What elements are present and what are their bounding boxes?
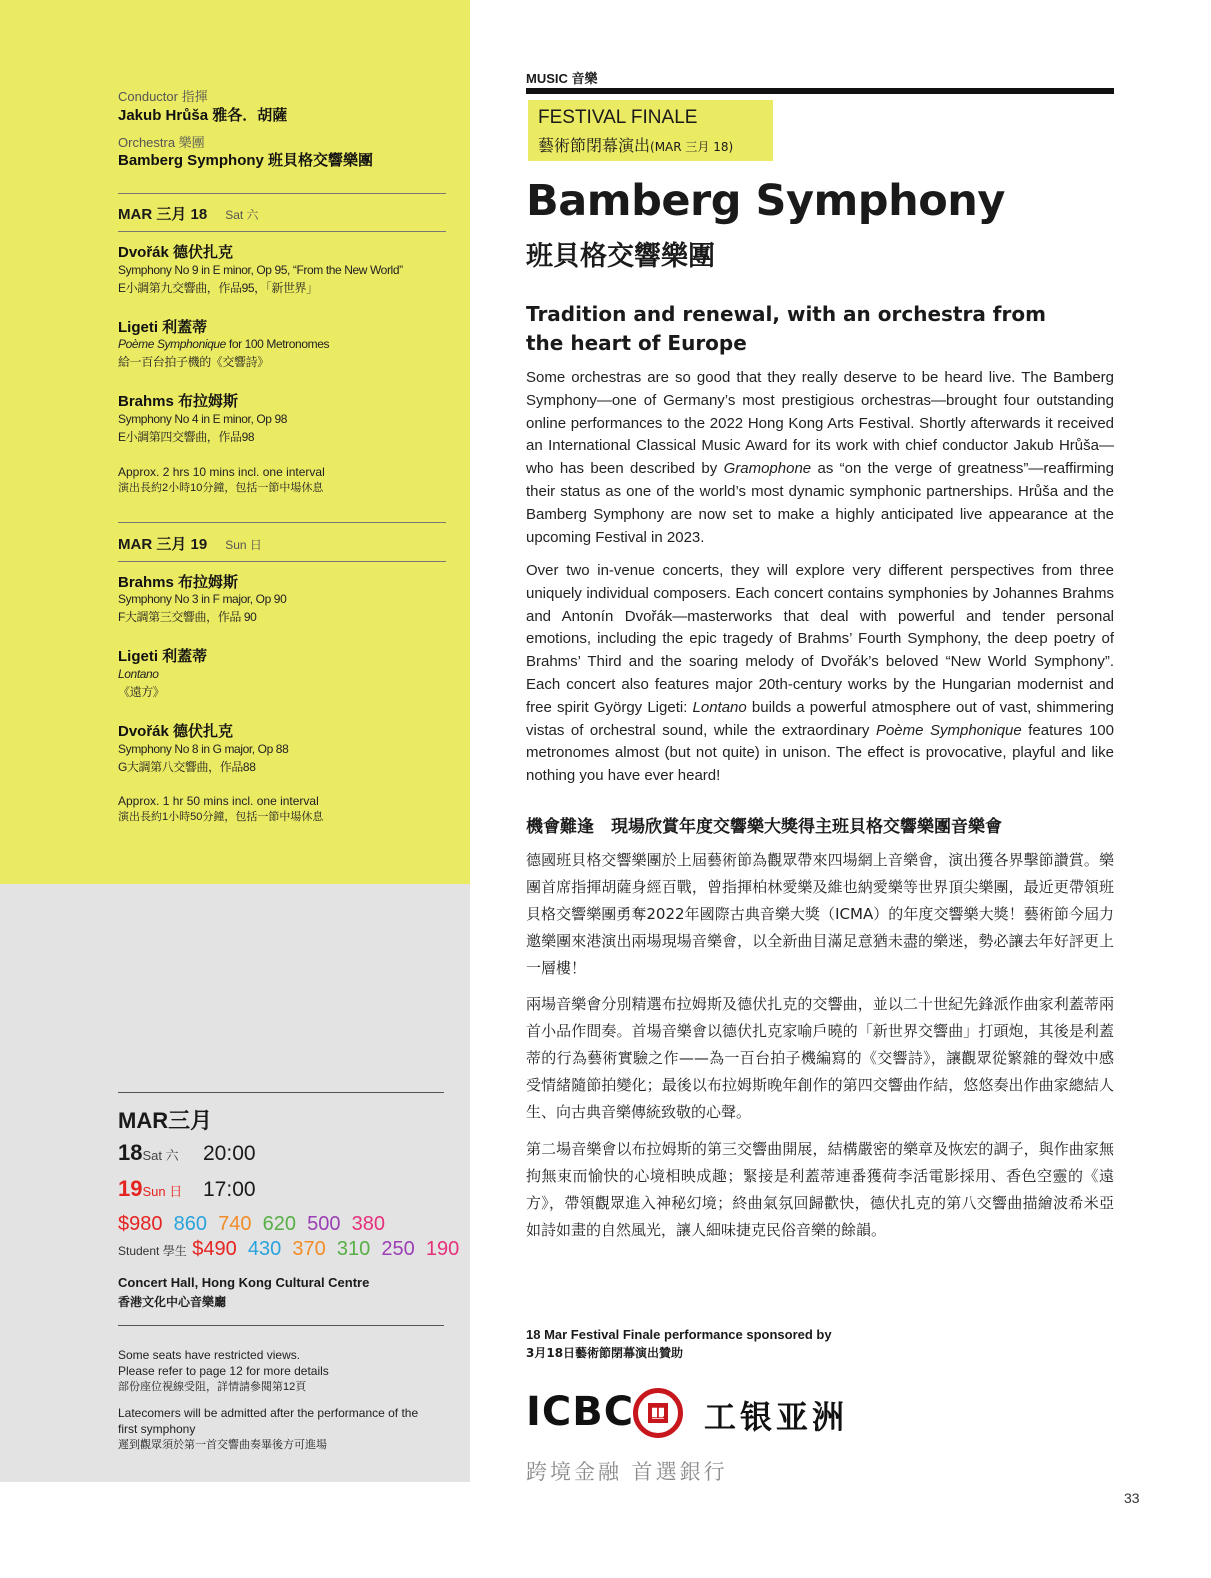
zh-heading: 機會難逢 現場欣賞年度交響樂大獎得主班貝格交響樂團音樂會 xyxy=(526,817,1002,837)
section-label: MUSIC 音樂 xyxy=(526,71,598,86)
orchestra-name: Bamberg Symphony 班貝格交響樂團 xyxy=(118,152,374,169)
work-title-zh: G大調第八交響曲，作品88 xyxy=(118,760,256,774)
work-title: Symphony No 4 in E minor, Op 98 xyxy=(118,412,288,426)
conductor-role: Conductor 指揮 xyxy=(118,89,208,104)
divider xyxy=(118,193,446,194)
work-title: Symphony No 9 in E minor, Op 95, “From the New World” xyxy=(118,263,403,277)
divider xyxy=(118,1325,444,1326)
composer-name: Dvořák 德伏扎克 xyxy=(118,244,234,261)
work-title: Lontano xyxy=(118,667,159,681)
divider xyxy=(118,522,446,523)
composer-name: Ligeti 利蓋蒂 xyxy=(118,319,208,336)
venue-zh: 香港文化中心音樂廳 xyxy=(118,1295,227,1309)
section-rule xyxy=(526,88,1114,94)
composer-name: Dvořák 德伏扎克 xyxy=(118,723,234,740)
body-paragraph-zh-3: 第二場音樂會以布拉姆斯的第三交響曲開展，結構嚴密的樂章及恢宏的調子，與作曲家無拘無束而愉快的心境相映成趣；緊接是利蓋蒂連番獲荷李活電影採用、香色空靈的《遠方》，帶領觀眾進入神秘幻境；終曲氣氛回歸歡快，德伏扎克的第八交響曲描繪波希米亞如詩如畫的自然風光，讓人細味捷克民俗音樂的餘韻。 xyxy=(526,1140,1114,1239)
body-paragraph-zh-2: 兩場音樂會分別精選布拉姆斯及德伏扎克的交響曲，並以二十世紀先鋒派作曲家利蓋蒂兩首小品作間奏。首場音樂會以德伏扎克家喻戶曉的「新世界交響曲」打頭炮，其後是利蓋蒂的行為藝術實驗之作——為一百台拍子機編寫的《交響詩》，讓觀眾從繁雜的聲效中感受情緒隨節拍變化；最後以布拉姆斯晚年創作的第四交響曲作結，悠悠奏出作曲家總結人生、向古典音樂傳統致敬的心聲。 xyxy=(526,995,1114,1121)
show-19: 19Sun 日 xyxy=(118,1176,183,1201)
divider xyxy=(118,1092,444,1093)
conductor-name: Jakub Hrůša 雅各．胡薩 xyxy=(118,107,288,124)
composer-name: Brahms 布拉姆斯 xyxy=(118,393,239,410)
show-18-time: 20:00 xyxy=(203,1142,256,1165)
sponsor-credit: 18 Mar Festival Finale performance sponsored by 3月18日藝術節閉幕演出贊助 xyxy=(526,1327,832,1360)
show-18: 18Sat 六 xyxy=(118,1140,179,1165)
concert-1-date: MAR 三月 18 Sat 六 xyxy=(118,206,259,223)
work-title-zh: E小調第四交響曲，作品98 xyxy=(118,430,255,444)
festival-finale-badge: FESTIVAL FINALE 藝術節閉幕演出(MAR 三月 18) xyxy=(528,100,773,161)
work-title-zh: E小調第九交響曲，作品95，「新世界」 xyxy=(118,281,318,295)
work-title-zh: 《遠方》 xyxy=(118,685,165,699)
subtitle: Tradition and renewal, with an orchestra from the heart of Europe xyxy=(526,302,1046,355)
student-prices: Student 學生 $490 430 370 310 250 190 xyxy=(118,1238,460,1260)
body-paragraph-en-1: Some orchestras are so good that they really deserve to be heard live. The Bamberg Symphony—one of Germany’s most prestigious orchestras—brought four outstanding online performances to the 2022 Hong Kong Arts Festival. Shortly afterwards it received an International Classical Music Award for its work with chief conductor Jakub Hrůša—who has been described by Gramophone as “on the verge of greatness”—reaffirming their status as one of the world’s most dynamic symphonic partnerships. Hrůša and the Bamberg Symphony are now set to make a highly anticipated live appearance at the upcoming Festival in 2023. xyxy=(526,369,1114,546)
page-title-zh: 班貝格交響樂團 xyxy=(526,241,715,272)
duration-note: Approx. 2 hrs 10 mins incl. one interval xyxy=(118,465,325,479)
restricted-view-notice: Some seats have restricted views. Please refer to page 12 for more details 部份座位視線受阻，詳情請參閱第12頁 xyxy=(118,1348,329,1393)
work-title: Symphony No 8 in G major, Op 88 xyxy=(118,742,289,756)
work-title-zh: 給一百台拍子機的《交響詩》 xyxy=(118,355,269,369)
schedule-month: MAR三月 xyxy=(118,1108,213,1133)
orchestra-role: Orchestra 樂團 xyxy=(118,135,205,150)
show-19-time: 17:00 xyxy=(203,1178,256,1201)
work-title: Symphony No 3 in F major, Op 90 xyxy=(118,592,287,606)
body-paragraph-en-2: Over two in-venue concerts, they will explore very different perspectives from three uniquely individual composers. Each concert contains symphonies by Johannes Brahms and Antonín Dvořák—masterworks that deal with powerful and tender personal emotions, including the epic tragedy of Brahms’ Fourth Symphony, the deep poetry of Brahms’ Third and the soaring melody of Dvořák’s beloved “New World Symphony”. Each concert also features major 20th-century works by the Hungarian modernist and free spirit György Ligeti: Lontano builds a powerful atmosphere out of vast, shimmering vistas of orchestral sound, while the extraordinary Poème Symphonique features 100 metronomes almost (but not quite) in unison. The effect is provocative, playful and like nothing you have ever heard! xyxy=(526,562,1114,785)
divider xyxy=(118,561,446,562)
page-title: Bamberg Symphony xyxy=(526,176,1005,226)
divider xyxy=(118,231,446,232)
icbc-tagline: 跨境金融 首選銀行 xyxy=(526,1460,728,1484)
latecomer-notice: Latecomers will be admitted after the performance of the first symphony 遲到觀眾須於第一首交響曲奏畢後方可進場 xyxy=(118,1406,419,1451)
standard-prices: $980 860 740 620 500 380 xyxy=(118,1213,385,1235)
venue-en: Concert Hall, Hong Kong Cultural Centre xyxy=(118,1275,370,1290)
composer-name: Ligeti 利蓋蒂 xyxy=(118,648,208,665)
duration-note: Approx. 1 hr 50 mins incl. one interval xyxy=(118,794,319,808)
work-title-zh: F大調第三交響曲，作品 90 xyxy=(118,610,257,624)
duration-note-zh: 演出長約1小時50分鐘，包括一節中場休息 xyxy=(118,811,324,823)
page-number: 33 xyxy=(1124,1490,1140,1506)
concert-2-date: MAR 三月 19 Sun 日 xyxy=(118,536,262,553)
work-title: Poème Symphonique for 100 Metronomes xyxy=(118,337,330,351)
composer-name: Brahms 布拉姆斯 xyxy=(118,574,239,591)
duration-note-zh: 演出長約2小時10分鐘，包括一節中場休息 xyxy=(118,482,324,494)
icbc-emblem-icon: 工 xyxy=(633,1388,683,1438)
body-paragraph-zh-1: 德國班貝格交響樂團於上屆藝術節為觀眾帶來四場網上音樂會，演出獲各界擊節讚賞。樂團首席指揮胡薩身經百戰，曾指揮柏林愛樂及維也納愛樂等世界頂尖樂團，最近更帶領班貝格交響樂團勇奪2022年國際古典音樂大獎（ICMA）的年度交響樂大獎！藝術節今屆力邀樂團來港演出兩場現場音樂會，以全新曲目滿足意猶未盡的樂迷，勢必讓去年好評更上一層樓！ xyxy=(526,851,1114,977)
